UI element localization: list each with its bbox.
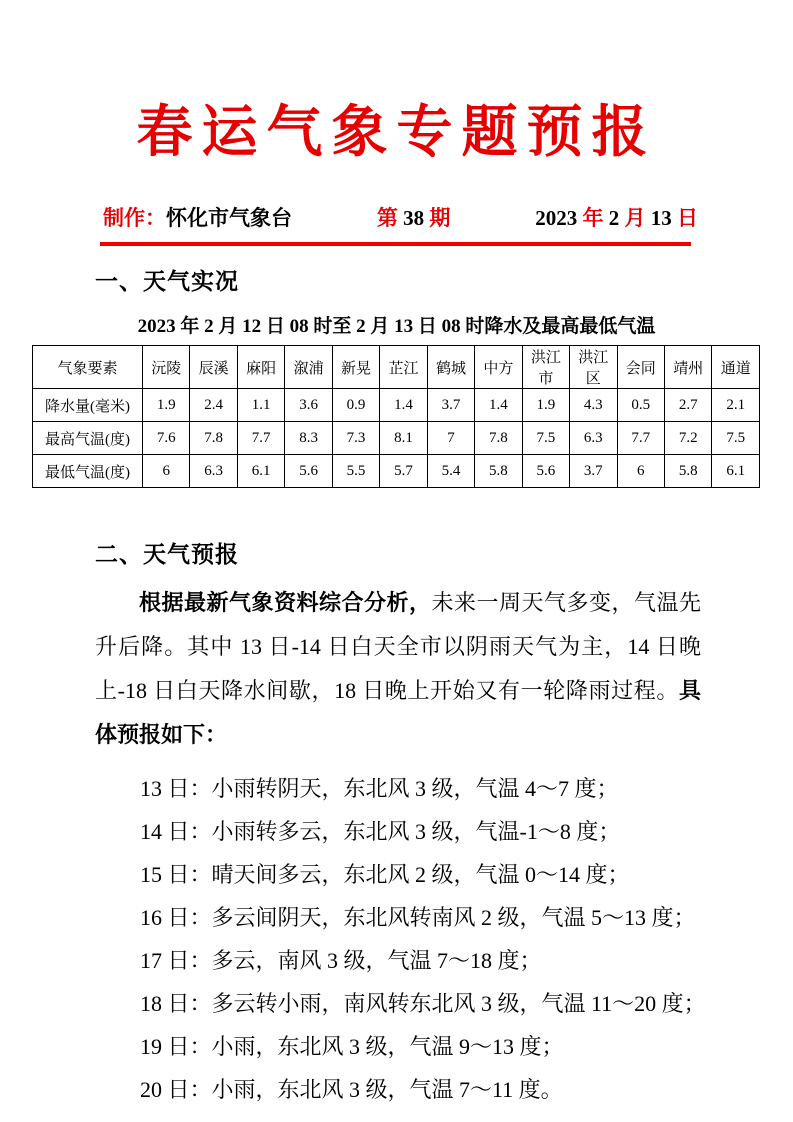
date-field bbox=[535, 202, 698, 232]
table-header-cell: 洪江市 bbox=[522, 346, 569, 389]
date-year: 2023 bbox=[535, 206, 583, 230]
table-cell: 0.9 bbox=[332, 389, 379, 422]
table-cell: 8.3 bbox=[285, 422, 332, 455]
issue-field bbox=[377, 202, 451, 232]
table-cell: 6.3 bbox=[570, 422, 617, 455]
table-header-cell: 会同 bbox=[617, 346, 664, 389]
header-divider-rule bbox=[100, 242, 691, 246]
forecast-item-day17: 17 日：多云，南风 3 级，气温 7～18 度； bbox=[140, 948, 542, 973]
table-cell: 2.7 bbox=[664, 389, 711, 422]
table-body bbox=[33, 389, 760, 488]
daily-forecast-list bbox=[140, 767, 733, 1111]
table-cell: 3.7 bbox=[427, 389, 474, 422]
table-cell: 6.1 bbox=[712, 455, 760, 488]
table-cell: 6.3 bbox=[190, 455, 237, 488]
table-cell: 6 bbox=[143, 455, 190, 488]
table-cell: 3.6 bbox=[285, 389, 332, 422]
table-cell: 1.9 bbox=[522, 389, 569, 422]
table-row bbox=[33, 422, 760, 455]
table-header-cell: 鹤城 bbox=[427, 346, 474, 389]
table-cell: 5.4 bbox=[427, 455, 474, 488]
table-cell: 2.4 bbox=[190, 389, 237, 422]
table-row bbox=[33, 389, 760, 422]
forecast-item-day19: 19 日：小雨，东北风 3 级，气温 9～13 度； bbox=[140, 1034, 564, 1059]
document-title: 春运气象专题预报 bbox=[136, 102, 657, 164]
table-cell: 6 bbox=[617, 455, 664, 488]
table-cell: 1.4 bbox=[380, 389, 427, 422]
table-cell: 7.3 bbox=[332, 422, 379, 455]
table-header-cell: 洪江区 bbox=[570, 346, 617, 389]
table-cell: 7.7 bbox=[617, 422, 664, 455]
table-header-cell: 靖州 bbox=[664, 346, 711, 389]
forecast-item-day15: 15 日：晴天间多云，东北风 2 级，气温 0～14 度； bbox=[140, 862, 630, 887]
paragraph-bold-tail: 具体预报如下： bbox=[95, 678, 701, 747]
observation-table bbox=[32, 345, 760, 488]
table-cell: 5.6 bbox=[285, 455, 332, 488]
table-cell: 7.8 bbox=[190, 422, 237, 455]
date-day-unit: 日 bbox=[677, 206, 698, 230]
table-header-cell: 新晃 bbox=[332, 346, 379, 389]
table-cell: 4.3 bbox=[570, 389, 617, 422]
table-cell: 5.7 bbox=[380, 455, 427, 488]
table-cell: 5.8 bbox=[664, 455, 711, 488]
table-row-label: 最高气温(度) bbox=[33, 422, 143, 455]
table-cell: 8.1 bbox=[380, 422, 427, 455]
table-cell: 7.5 bbox=[522, 422, 569, 455]
table-cell: 5.8 bbox=[475, 455, 522, 488]
table-header-cell: 沅陵 bbox=[143, 346, 190, 389]
table-header-cell: 辰溪 bbox=[190, 346, 237, 389]
producer-value: 怀化市气象台 bbox=[166, 206, 292, 230]
table-cell: 1.4 bbox=[475, 389, 522, 422]
table-header-cell: 通道 bbox=[712, 346, 760, 389]
table-cell: 1.1 bbox=[237, 389, 284, 422]
table-row-label: 降水量(毫米) bbox=[33, 389, 143, 422]
forecast-item-day20: 20 日：小雨，东北风 3 级，气温 7～11 度。 bbox=[140, 1077, 563, 1102]
table-header-cell: 中方 bbox=[475, 346, 522, 389]
producer-field bbox=[103, 202, 292, 232]
date-year-unit: 年 bbox=[582, 206, 604, 230]
table-row bbox=[33, 455, 760, 488]
table-cell: 5.6 bbox=[522, 455, 569, 488]
table-header-cell: 麻阳 bbox=[237, 346, 284, 389]
section1-heading: 一、天气实况 bbox=[95, 269, 239, 294]
date-month-unit: 月 bbox=[624, 206, 646, 230]
table-header-element-column: 气象要素 bbox=[33, 346, 143, 389]
table-cell: 7.2 bbox=[664, 422, 711, 455]
table-header-cell: 溆浦 bbox=[285, 346, 332, 389]
table-cell: 7.7 bbox=[237, 422, 284, 455]
section2-heading: 二、天气预报 bbox=[95, 542, 239, 567]
paragraph-bold-lead: 根据最新气象资料综合分析， bbox=[139, 590, 432, 615]
forecast-item-day18: 18 日：多云转小雨，南风转东北风 3 级，气温 11～20 度； bbox=[140, 991, 706, 1016]
paragraph-body: 未来一周天气多变，气温先升后降。其中 13 日-14 日白天全市以阴雨天气为主，14 日晚上-18 日白天降水间歇，18 日晚上开始又有一轮降雨过程。 bbox=[95, 590, 701, 703]
table-cell: 0.5 bbox=[617, 389, 664, 422]
document-meta-row bbox=[103, 202, 698, 232]
issue-prefix: 第 bbox=[376, 206, 404, 230]
table-cell: 6.1 bbox=[237, 455, 284, 488]
table-cell: 1.9 bbox=[143, 389, 190, 422]
forecast-item-day13: 13 日：小雨转阴天，东北风 3 级，气温 4～7 度； bbox=[140, 776, 619, 801]
table-cell: 2.1 bbox=[712, 389, 760, 422]
forecast-item-day14: 14 日：小雨转多云，东北风 3 级，气温-1～8 度； bbox=[140, 819, 621, 844]
producer-label: 制作： bbox=[103, 206, 166, 230]
table-cell: 7.6 bbox=[143, 422, 190, 455]
table-cell: 3.7 bbox=[570, 455, 617, 488]
forecast-item-day16: 16 日：多云间阴天，东北风转南风 2 级，气温 5～13 度； bbox=[140, 905, 696, 930]
table-row-label: 最低气温(度) bbox=[33, 455, 143, 488]
table-header-row bbox=[33, 346, 760, 389]
date-day: 13 bbox=[645, 206, 677, 230]
issue-number: 38 bbox=[403, 206, 425, 230]
forecast-summary-paragraph bbox=[95, 581, 701, 757]
issue-suffix: 期 bbox=[424, 206, 451, 230]
table-cell: 7.5 bbox=[712, 422, 760, 455]
table-cell: 5.5 bbox=[332, 455, 379, 488]
observation-table-title: 2023 年 2 月 12 日 08 时至 2 月 13 日 08 时降水及最高最低气温 bbox=[137, 316, 656, 337]
table-cell: 7 bbox=[427, 422, 474, 455]
table-cell: 7.8 bbox=[475, 422, 522, 455]
table-header-cell: 芷江 bbox=[380, 346, 427, 389]
date-month: 2 bbox=[603, 206, 625, 230]
